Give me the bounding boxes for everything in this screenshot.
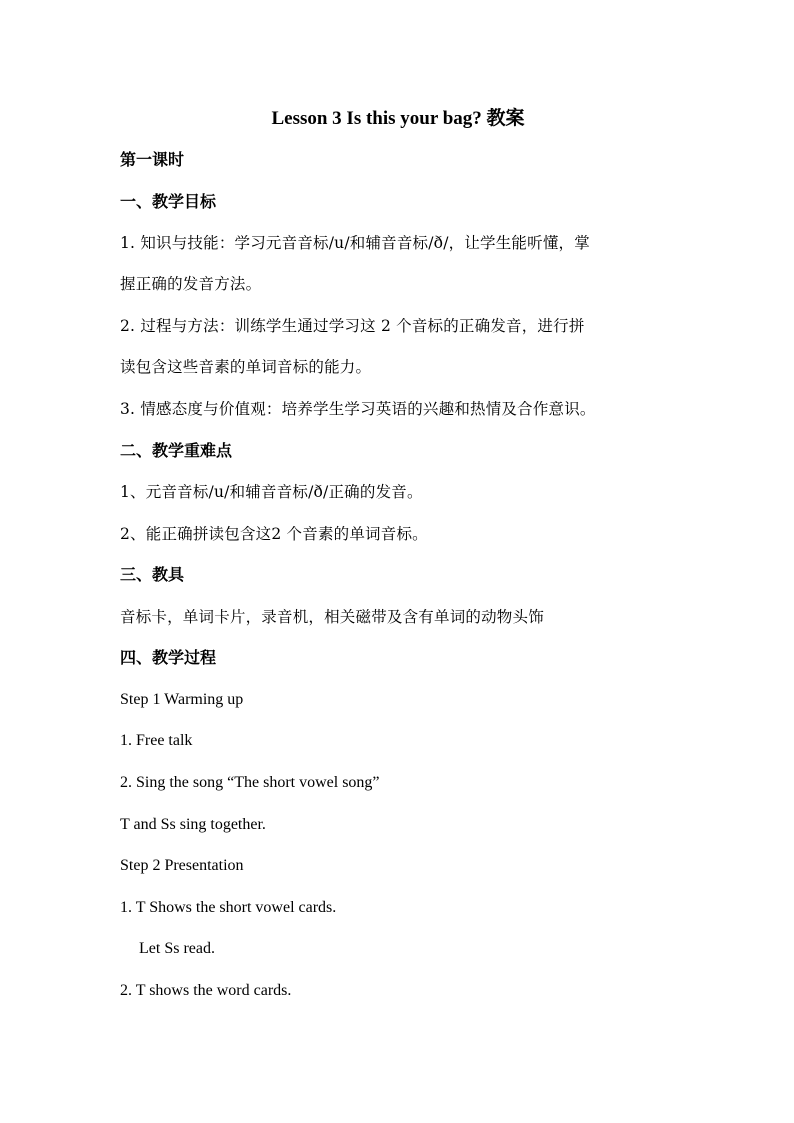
objective-2-line-1: 2. 过程与方法：训练学生通过学习这 2 个音标的正确发音，进行拼 [120, 317, 585, 335]
section-lesson-period: 第一课时 [120, 150, 185, 169]
step-2-heading: Step 2 Presentation [120, 857, 244, 874]
step-1-item-1: 1. Free talk [120, 732, 193, 749]
step-2-item-1: 1. T Shows the short vowel cards. [120, 899, 337, 916]
objective-3: 3. 情感态度与价值观：培养学生学习英语的兴趣和热情及合作意识。 [120, 400, 596, 418]
step-1-item-2-note: T and Ss sing together. [120, 816, 266, 833]
document-page [120, 0, 676, 1123]
step-1-heading: Step 1 Warming up [120, 691, 244, 708]
objective-2-line-2: 读包含这些音素的单词音标的能力。 [120, 358, 372, 376]
step-1-item-2: 2. Sing the song “The short vowel song” [120, 774, 380, 791]
step-2-item-1-note: Let Ss read. [139, 940, 215, 957]
section-heading-teaching-process: 四、教学过程 [120, 648, 217, 667]
section-heading-teaching-aids: 三、教具 [120, 565, 185, 584]
step-2-item-2: 2. T shows the word cards. [120, 982, 292, 999]
objective-1-line-1: 1. 知识与技能：学习元音音标/u/和辅音音标/ð/，让学生能听懂，掌 [120, 234, 590, 252]
key-point-1: 1、元音音标/u/和辅音音标/ð/正确的发音。 [120, 483, 423, 501]
key-point-2: 2、能正确拼读包含这2 个音素的单词音标。 [120, 525, 428, 543]
section-heading-objectives: 一、教学目标 [120, 192, 217, 211]
teaching-aids-list: 音标卡，单词卡片，录音机，相关磁带及含有单词的动物头饰 [120, 608, 544, 626]
objective-1-line-2: 握正确的发音方法。 [120, 275, 262, 293]
section-heading-key-points: 二、教学重难点 [120, 441, 233, 460]
document-title: Lesson 3 Is this your bag? 教案 [271, 108, 525, 129]
